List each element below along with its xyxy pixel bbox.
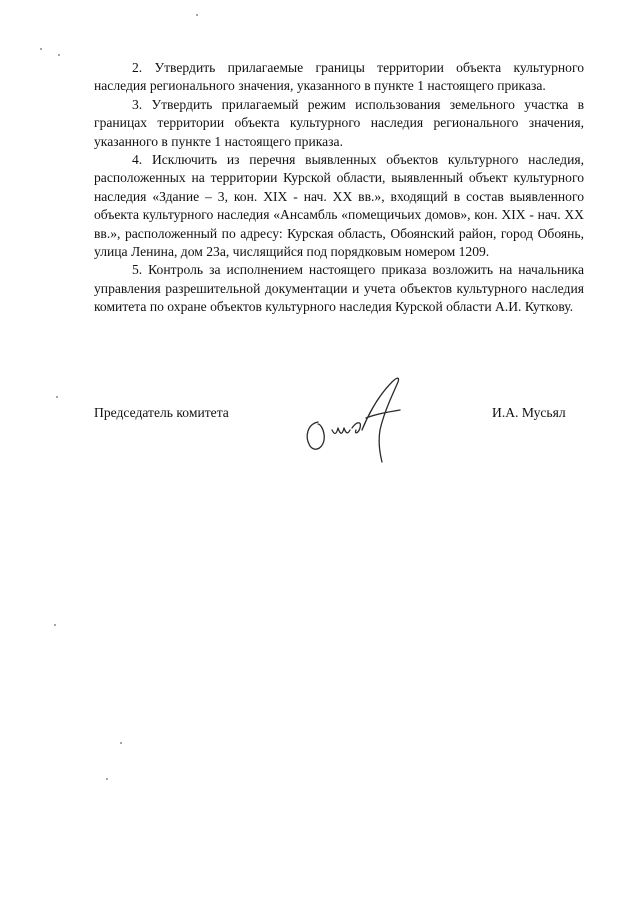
document-body (94, 59, 584, 317)
scan-speck (40, 48, 42, 50)
scan-speck (54, 624, 56, 626)
paragraph-3: 3. Утвердить прилагаемый режим использования земельного участка в границах территории объекта культурного наследия регионального значения, указанного в пункте 1 настоящего приказа. (94, 96, 584, 149)
scan-speck (58, 54, 60, 56)
scan-speck (106, 778, 108, 780)
paragraph-2: 2. Утвердить прилагаемые границы территории объекта культурного наследия регионального значения, указанного в пункте 1 настоящего приказа. (94, 60, 584, 94)
scan-speck (56, 396, 58, 398)
paragraph-4: 4. Исключить из перечня выявленных объектов культурного наследия, расположенных на территории Курской области, выявленный объект культурного наследия «Здание – 3, кон. XIX - нач. XX вв.», входящий в состав выявленного объекта культурного наследия «Ансамбль «помещичьих домов», кон. XIX - нач. XX вв.», расположенный по адресу: Курская область, Обоянский район, город Обоянь, улица Ленина, дом 23а, числящийся под порядковым номером 1209. (94, 152, 584, 260)
paragraph-5: 5. Контроль за исполнением настоящего приказа возложить на начальника управления разрешительной документации и учета объектов культурного наследия комитета по охране объектов культурного наследия Курской области А.И. Куткову. (94, 262, 584, 315)
handwritten-signature (296, 372, 436, 468)
signatory-name: И.А. Мусьял (492, 405, 566, 420)
signatory-title: Председатель комитета (94, 405, 229, 420)
scan-speck (120, 742, 122, 744)
scan-speck (196, 14, 198, 16)
